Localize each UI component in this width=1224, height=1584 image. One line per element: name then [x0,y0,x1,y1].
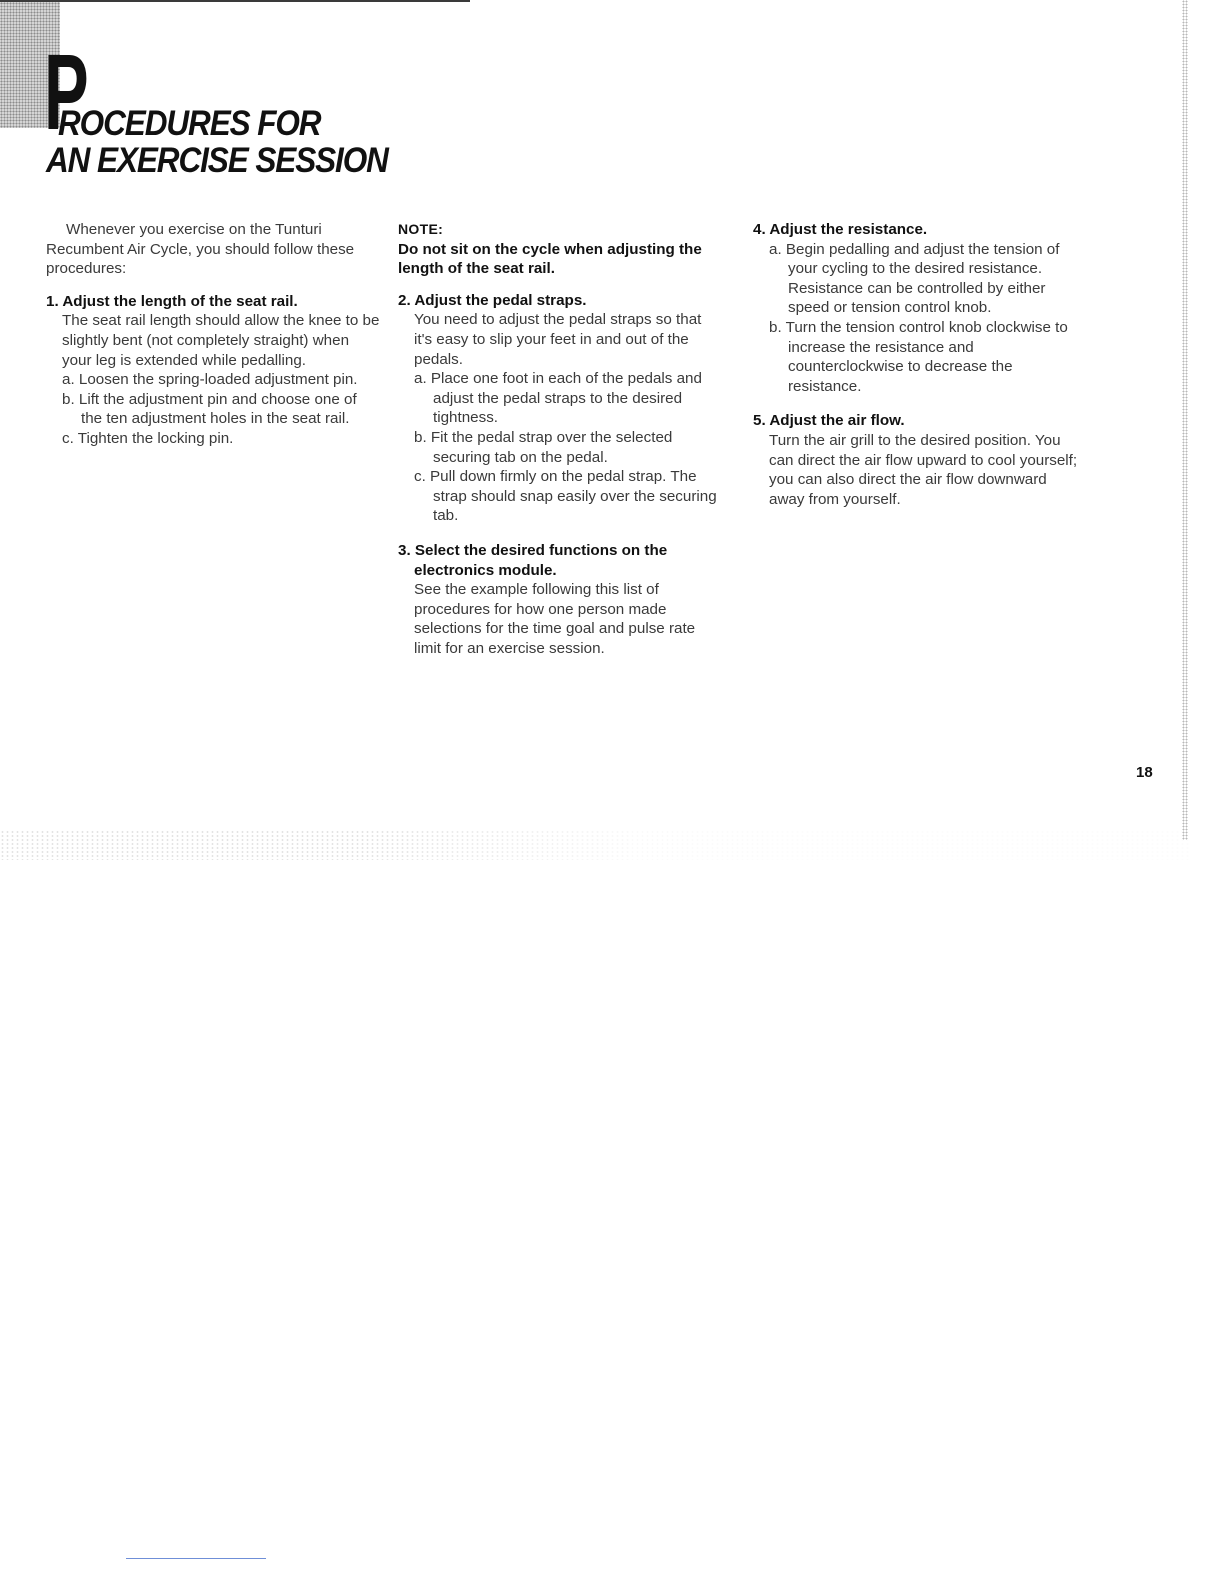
step-3-body: See the example following this list of procedures for how one person made selections for the time goal and pulse rate limit for an exercise session. [414,581,696,657]
step-2-sub-b: b. Fit the pedal strap over the selected securing tab on the pedal. [414,428,673,466]
note-label: NOTE: [398,221,444,237]
intro-paragraph: Whenever you exercise on the Tunturi Recumbent Air Cycle, you should follow these procedures: [46,221,355,278]
step-1-body: The seat rail length should allow the knee to be slightly bent (not completely straight) when your leg is extended while pedalling. [62,312,380,369]
column-2 [398,220,718,673]
step-2 [398,291,718,526]
scan-speckle-bottom [0,830,1190,860]
step-1 [46,292,381,449]
column-3 [753,220,1078,524]
page-number: 18 [1136,764,1153,781]
step-1-sub-a: a. Loosen the spring-loaded adjustment pin. [62,371,358,389]
step-2-sub-a: a. Place one foot in each of the pedals and adjust the pedal straps to the desired tightness. [414,370,702,427]
scan-edge-right [1182,0,1188,840]
step-5 [753,411,1078,509]
step-4-sub-b: b. Turn the tension control knob clockwise to increase the resistance and counterclockwise to decrease the resistance. [769,318,1068,395]
step-4-heading: 4. Adjust the resistance. [753,221,928,238]
page-title-line2: AN EXERCISE SESSION [46,141,388,180]
step-5-heading: 5. Adjust the air flow. [753,412,905,430]
step-4-sub-a: a. Begin pedalling and adjust the tension of your cycling to the desired resistance. Resistance can be controlled by either speed or tension control knob. [769,240,1060,317]
drop-cap: P [44,31,89,152]
step-1-heading: 1. Adjust the length of the seat rail. [46,292,298,310]
page-title-line1: ROCEDURES FOR [58,104,321,143]
step-3-heading: 3. Select the desired functions on the electronics module. [398,541,668,579]
step-2-sub-c: c. Pull down firmly on the pedal strap. The strap should snap easily over the securing tab. [414,468,717,525]
note-text: Do not sit on the cycle when adjusting the length of the seat rail. [398,240,702,278]
step-3 [398,541,718,659]
step-5-body: Turn the air grill to the desired position. You can direct the air flow upward to cool yourself; you can also direct the air flow downward away from yourself. [769,431,1078,508]
step-2-heading: 2. Adjust the pedal straps. [398,291,587,309]
bottom-line [126,1558,266,1559]
step-1-sub-b: b. Lift the adjustment pin and choose one of the ten adjustment holes in the seat rail. [62,390,357,428]
step-4 [753,220,1078,396]
step-2-body: You need to adjust the pedal straps so that it's easy to slip your feet in and out of the pedals. [414,311,702,368]
step-1-sub-c: c. Tighten the locking pin. [62,429,234,447]
top-rule [0,0,470,2]
column-1 [46,220,381,464]
